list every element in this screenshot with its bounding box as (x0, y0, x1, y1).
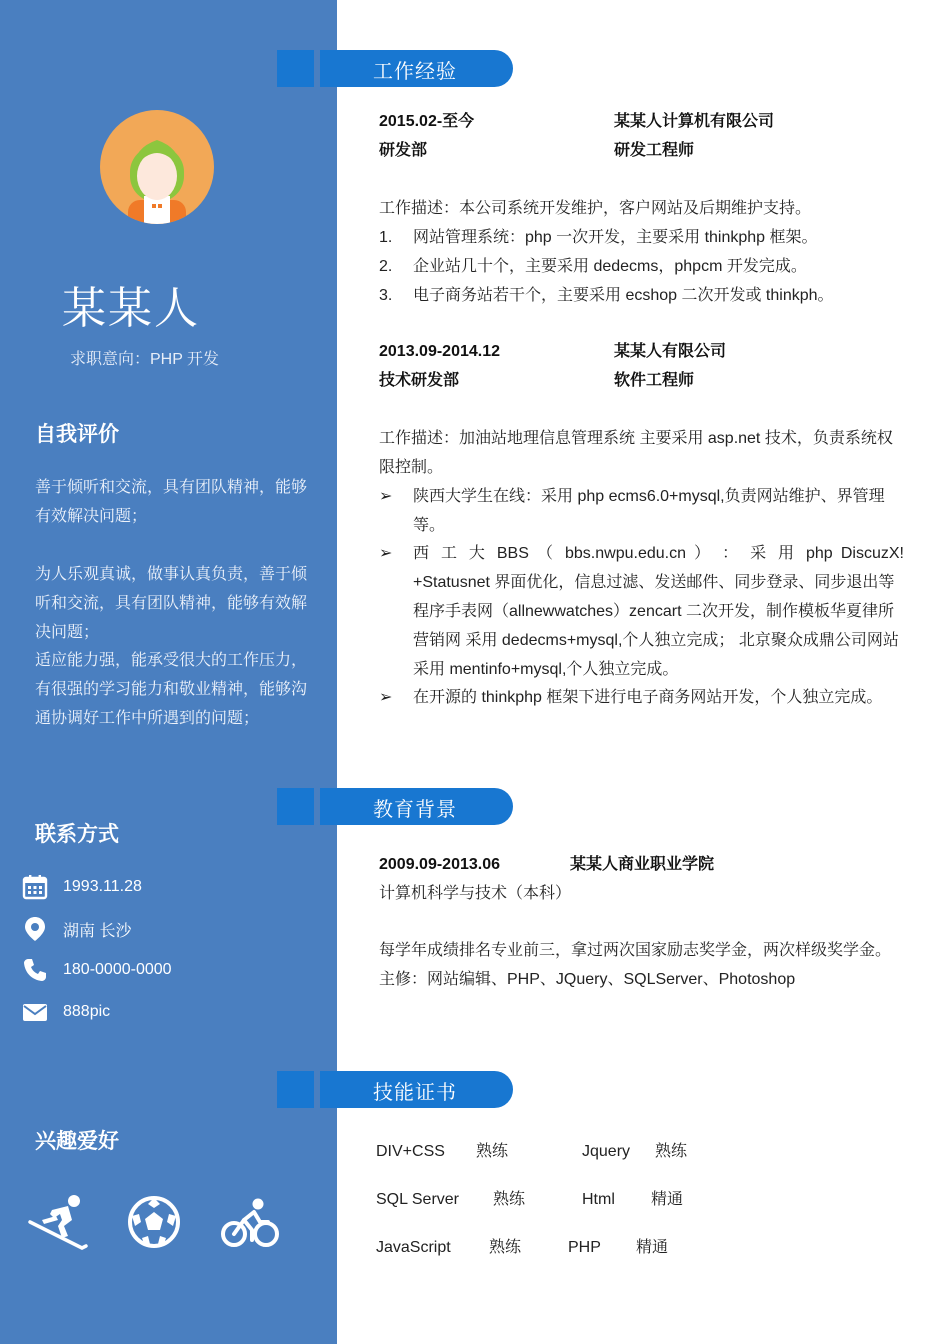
job2-dept: 技术研发部 (379, 372, 460, 389)
job1-company: 某某人计算机有限公司 (614, 113, 775, 130)
skill-level: 熟练 (493, 1191, 526, 1208)
job-intent: 求职意向：PHP 开发 (70, 351, 220, 368)
job1-desc: 工作描述：本公司系统开发维护，客户网站及后期维护支持。 (379, 200, 812, 217)
list-text-rest: +Statusnet 界面优化，信息过滤、发送邮件、同步登录、同步退出等程序手表网（allnewwatches）zencart 二次开发，制作模板华夏律所营销网 采用 dedecms+mysql,个人独立完成； 北京聚众成鼎公司网站 采用 mentinfo+mysql,个人独立完成。 (413, 574, 899, 678)
contact-email (22, 998, 110, 1026)
birth-date: 1993.11.28 (63, 878, 142, 895)
sidebar (0, 0, 337, 1344)
job2-company: 某某人有限公司 (614, 343, 727, 360)
location-text: 湖南 长沙 (63, 922, 132, 940)
list-marker: ➢ (379, 488, 393, 505)
skill-level: 熟练 (489, 1239, 522, 1256)
phone-number: 180-0000-0000 (63, 961, 172, 978)
contact-location (22, 915, 131, 943)
skills-heading: 技能证书 (373, 1082, 457, 1104)
job2-desc: 工作描述：加油站地理信息管理系统 主要采用 asp.net 技术，负责系统权限控制。 (379, 430, 893, 476)
location-pin-icon (22, 916, 48, 942)
list-text-block (413, 539, 904, 684)
edu-school: 某某人商业职业学院 (570, 856, 715, 873)
job2-role: 软件工程师 (614, 372, 695, 389)
section-square (277, 50, 314, 87)
section-header-work (277, 50, 517, 87)
skill-level: 熟练 (476, 1143, 509, 1160)
section-tab (320, 788, 513, 825)
phone-icon (22, 957, 48, 983)
contact-birth (22, 873, 142, 901)
edu-line-1: 每学年成绩排名专业前三，拿过两次国家励志奖学金，两次样级奖学金。 (379, 942, 892, 959)
list-text: 网站管理系统：php 一次开发，主要采用 thinkphp 框架。 (413, 229, 818, 246)
skill-level: 精通 (651, 1191, 684, 1208)
self-eval-heading: 自我评价 (35, 423, 119, 446)
hobbies-heading: 兴趣爱好 (35, 1130, 119, 1153)
candidate-name: 某某人 (62, 284, 200, 333)
section-square (277, 788, 314, 825)
skiing-icon (28, 1192, 88, 1252)
skill-name: PHP (568, 1239, 601, 1256)
job1-period: 2015.02-至今 (379, 113, 475, 130)
mail-icon (22, 999, 48, 1025)
section-tab (320, 1071, 513, 1108)
list-text: 企业站几十个，主要采用 dedecms，phpcm 开发完成。 (413, 258, 807, 275)
list-marker: 1. (379, 229, 393, 246)
contact-heading: 联系方式 (35, 823, 119, 846)
job2-item-2 (379, 539, 904, 684)
avatar-girl-icon (100, 110, 214, 224)
work-heading: 工作经验 (373, 61, 457, 83)
email-text: 888pic (63, 1003, 111, 1020)
job1-item-3 (379, 281, 904, 310)
avatar (100, 110, 214, 224)
list-text-first-line: 西 工 大 BBS （ bbs.nwpu.edu.cn ） ： 采 用 php DiscuzX! (413, 545, 904, 562)
section-header-skills (277, 1071, 517, 1108)
calendar-icon (22, 874, 48, 900)
skill-name: JavaScript (376, 1239, 451, 1256)
edu-line-2: 主修：网站编辑、PHP、JQuery、SQLServer、Photoshop (379, 971, 796, 988)
edu-major: 计算机科学与技术（本科） (379, 885, 572, 902)
job1-item-1 (379, 223, 904, 252)
skill-name: Jquery (582, 1143, 631, 1160)
list-text: 陕西大学生在线：采用 php ecms6.0+mysql,负责网站维护、界管理等。 (413, 488, 885, 534)
self-eval-p1: 善于倾听和交流，具有团队精神，能够有效解决问题； (35, 479, 308, 525)
self-eval-p3: 适应能力强，能承受很大的工作压力，有很强的学习能力和敬业精神，能够沟通协调好工作中所遇到的问题； (35, 652, 308, 727)
soccer-ball-icon (124, 1192, 184, 1252)
cycling-icon (220, 1192, 280, 1252)
job1-role: 研发工程师 (614, 142, 695, 159)
self-eval-p2: 为人乐观真诚，做事认真负责，善于倾听和交流，具有团队精神，能够有效解决问题； (35, 566, 308, 641)
list-text: 电子商务站若干个，主要采用 ecshop 二次开发或 thinkph。 (413, 287, 834, 304)
section-header-education (277, 788, 517, 825)
list-marker: ➢ (379, 689, 393, 706)
skill-name: SQL Server (376, 1191, 459, 1208)
job1-item-2 (379, 252, 904, 281)
edu-period: 2009.09-2013.06 (379, 856, 500, 873)
list-marker: 2. (379, 258, 393, 275)
education-heading: 教育背景 (373, 799, 457, 821)
skill-level: 熟练 (655, 1143, 688, 1160)
job2-item-1 (379, 482, 904, 540)
list-marker: 3. (379, 287, 393, 304)
list-text: 在开源的 thinkphp 框架下进行电子商务网站开发，个人独立完成。 (413, 689, 883, 706)
job2-item-3 (379, 683, 904, 712)
contact-phone (22, 956, 172, 984)
job2-period: 2013.09-2014.12 (379, 343, 500, 360)
skill-level: 精通 (636, 1239, 669, 1256)
skill-name: Html (582, 1191, 615, 1208)
skill-name: DIV+CSS (376, 1143, 445, 1160)
job1-dept: 研发部 (379, 142, 428, 159)
section-square (277, 1071, 314, 1108)
list-marker: ➢ (379, 545, 393, 562)
section-tab (320, 50, 513, 87)
